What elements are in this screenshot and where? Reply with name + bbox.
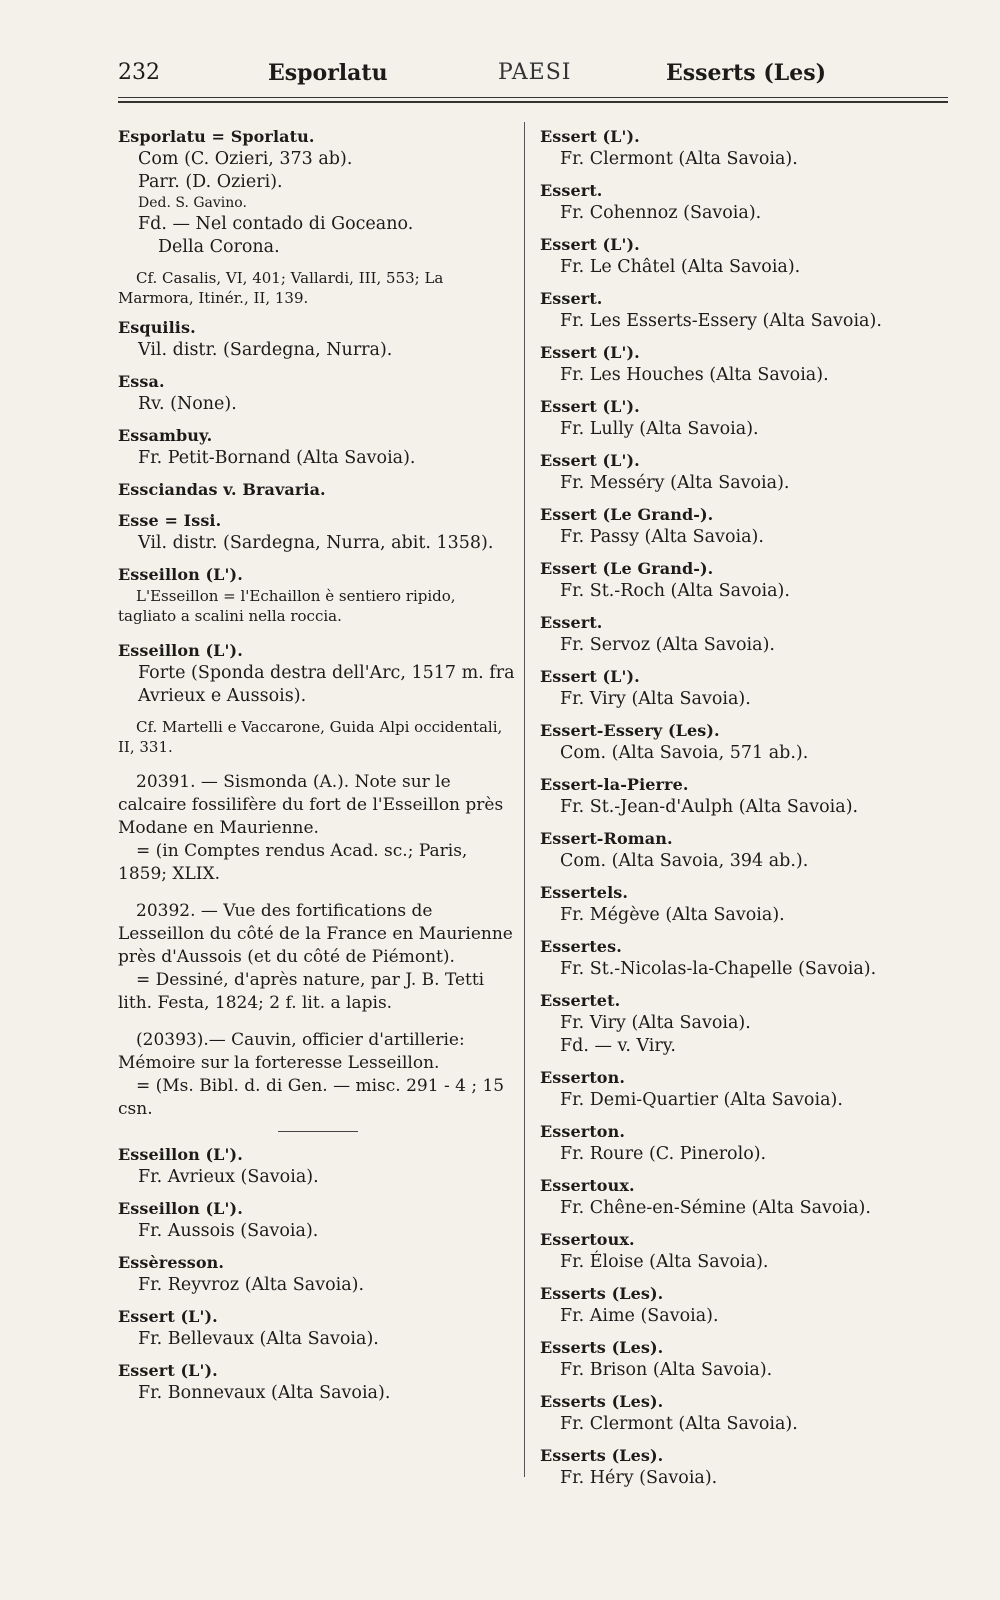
- entry: [540, 396, 948, 441]
- entry-heading: Esserton.: [540, 1068, 625, 1087]
- entry-heading: Essert.: [540, 289, 603, 308]
- entry: [118, 1360, 518, 1405]
- entry-line: Fr. St.-Roch (Alta Savoia).: [560, 581, 790, 601]
- header-rule: [118, 97, 948, 98]
- entry-heading: Essertoux.: [540, 1176, 635, 1195]
- entry-line: Fr. Roure (C. Pinerolo).: [560, 1144, 767, 1164]
- entry: [118, 371, 518, 416]
- entry-heading: Esseillon (L').: [118, 1199, 243, 1218]
- header-rule-thick: [118, 101, 948, 103]
- entry: [118, 1198, 518, 1243]
- entry-line: Fr. Chêne-en-Sémine (Alta Savoia).: [560, 1198, 871, 1218]
- entry-heading: Esseillon (L').: [118, 641, 243, 660]
- entry-line: Della Corona.: [158, 237, 280, 257]
- entry-heading: Essambuy.: [118, 426, 213, 445]
- left-column: [118, 126, 518, 1405]
- bibliography-record: 20392. — Vue des fortifications de Lesseillon du côté de la France en Maurienne près d'Aussois (et du côté de Piémont).: [118, 901, 513, 967]
- entry-heading: Esseillon (L').: [118, 565, 243, 584]
- entry-line: Fr. Aussois (Savoia).: [138, 1221, 319, 1241]
- entry: [540, 936, 948, 981]
- entry: [540, 558, 948, 603]
- entry-line: Fd. — v. Viry.: [560, 1036, 676, 1056]
- entry-heading: Esserts (Les).: [540, 1446, 664, 1465]
- entry: [540, 720, 948, 765]
- entry-heading: Essèresson.: [118, 1253, 224, 1272]
- entry: [540, 1121, 948, 1166]
- entry-heading: Essert (L').: [540, 397, 640, 416]
- entry: [540, 1337, 948, 1382]
- entry: [540, 1445, 948, 1490]
- entry-heading: Essert.: [540, 181, 603, 200]
- entry: [540, 828, 948, 873]
- entry-heading: Essert (L').: [540, 451, 640, 470]
- entry-line: Fr. Bellevaux (Alta Savoia).: [138, 1329, 379, 1349]
- entry-heading: Esse = Issi.: [118, 511, 222, 530]
- entry-line: Fr. Mégève (Alta Savoia).: [560, 905, 785, 925]
- header-right-term: Esserts (Les): [666, 60, 827, 86]
- entry: [118, 1144, 518, 1189]
- entry: [118, 640, 518, 757]
- entry-note: Cf. Martelli e Vaccarone, Guida Alpi occidentali, II, 331.: [118, 718, 503, 756]
- bibliography-source: = Dessiné, d'après nature, par J. B. Tetti lith. Festa, 1824; 2 f. lit. a lapis.: [118, 970, 485, 1013]
- entry-heading: Essertes.: [540, 937, 622, 956]
- entry-heading: Essertet.: [540, 991, 621, 1010]
- entry-line: Fr. Avrieux (Savoia).: [138, 1167, 319, 1187]
- entry-line: Fr. Petit-Bornand (Alta Savoia).: [138, 448, 416, 468]
- entry-heading: Essa.: [118, 372, 165, 391]
- entry: [540, 1229, 948, 1274]
- bibliography-source: = (in Comptes rendus Acad. sc.; Paris, 1859; XLIX.: [118, 841, 468, 884]
- entry-line: Com. (Alta Savoia, 394 ab.).: [560, 851, 809, 871]
- entry-line: Fr. Viry (Alta Savoia).: [560, 689, 751, 709]
- entry-line: Fr. Servoz (Alta Savoia).: [560, 635, 775, 655]
- entry: [118, 1306, 518, 1351]
- entry-heading: Essert (L').: [540, 343, 640, 362]
- entry: [540, 450, 948, 495]
- entry-line: Fr. Demi-Quartier (Alta Savoia).: [560, 1090, 843, 1110]
- entry-line: Fr. Clermont (Alta Savoia).: [560, 149, 798, 169]
- entry-heading: Esseillon (L').: [118, 1145, 243, 1164]
- page-number: 232: [118, 60, 160, 85]
- right-column: [540, 126, 948, 1490]
- entry: [118, 479, 518, 501]
- entry-line: Ded. S. Gavino.: [138, 195, 247, 211]
- entry: [540, 1175, 948, 1220]
- page-header: [118, 58, 948, 94]
- entry-line: Vil. distr. (Sardegna, Nurra).: [138, 340, 393, 360]
- entry-heading: Essert (L').: [118, 1307, 218, 1326]
- entry-line: Fd. — Nel contado di Goceano.: [138, 214, 414, 234]
- entry-heading: Esserts (Les).: [540, 1284, 664, 1303]
- entry-heading: Esserts (Les).: [540, 1338, 664, 1357]
- entry: [540, 180, 948, 225]
- entry-heading: Essert-Essery (Les).: [540, 721, 720, 740]
- entry-line: Forte (Sponda destra dell'Arc, 1517 m. fra Avrieux e Aussois).: [138, 663, 515, 706]
- entry-line: Fr. Bonnevaux (Alta Savoia).: [138, 1383, 391, 1403]
- entry-heading: Essertoux.: [540, 1230, 635, 1249]
- entry-note: L'Esseillon = l'Echaillon è sentiero ripido, tagliato a scalini nella roccia.: [118, 587, 456, 625]
- entry-heading: Essert (Le Grand-).: [540, 505, 714, 524]
- entry: [540, 990, 948, 1058]
- entry-heading: Essert-Roman.: [540, 829, 673, 848]
- entry-line: Com. (Alta Savoia, 571 ab.).: [560, 743, 809, 763]
- entry-heading: Essert (Le Grand-).: [540, 559, 714, 578]
- entry: [540, 1067, 948, 1112]
- entry: [540, 126, 948, 171]
- entry-line: Fr. Éloise (Alta Savoia).: [560, 1252, 769, 1272]
- bibliography-record: (20393).— Cauvin, officier d'artillerie: Mémoire sur la forteresse Lesseillon.: [118, 1030, 465, 1073]
- entry: [540, 234, 948, 279]
- entry: [540, 342, 948, 387]
- entry: [540, 504, 948, 549]
- entry: [118, 510, 518, 555]
- entry-line: Fr. Aime (Savoia).: [560, 1306, 719, 1326]
- entry-line: Fr. Le Châtel (Alta Savoia).: [560, 257, 801, 277]
- entry-line: Fr. Lully (Alta Savoia).: [560, 419, 759, 439]
- entry-heading: Essciandas v. Bravaria.: [118, 480, 326, 499]
- entry-line: Fr. Passy (Alta Savoia).: [560, 527, 764, 547]
- entry-line: Fr. Clermont (Alta Savoia).: [560, 1414, 798, 1434]
- entry-note: Cf. Casalis, VI, 401; Vallardi, III, 553; La Marmora, Itinér., II, 139.: [118, 269, 444, 307]
- entry-heading: Essert (L').: [540, 235, 640, 254]
- entry-line: Parr. (D. Ozieri).: [138, 172, 283, 192]
- entry-line: Fr. Reyvroz (Alta Savoia).: [138, 1275, 365, 1295]
- header-left-term: Esporlatu: [268, 60, 388, 86]
- entry: [540, 288, 948, 333]
- entry: [540, 774, 948, 819]
- entry: [540, 666, 948, 711]
- entry-heading: Essert (L').: [540, 667, 640, 686]
- section-separator: [278, 1131, 358, 1132]
- entry-line: Fr. Messéry (Alta Savoia).: [560, 473, 790, 493]
- bibliography-record: 20391. — Sismonda (A.). Note sur le calcaire fossilifère du fort de l'Esseillon près Modane en Maurienne.: [118, 772, 504, 838]
- entry: [540, 1391, 948, 1436]
- entry-line: Fr. Les Houches (Alta Savoia).: [560, 365, 829, 385]
- entry-line: Fr. Viry (Alta Savoia).: [560, 1013, 751, 1033]
- entry-heading: Essert (L').: [118, 1361, 218, 1380]
- entry: [118, 1252, 518, 1297]
- entry-line: Fr. Héry (Savoia).: [560, 1468, 718, 1488]
- entry-heading: Esserts (Les).: [540, 1392, 664, 1411]
- entry: [118, 317, 518, 362]
- entry-heading: Essert-la-Pierre.: [540, 775, 689, 794]
- bibliography-source: = (Ms. Bibl. d. di Gen. — misc. 291 - 4 ; 15 csn.: [118, 1076, 505, 1119]
- entry-line: Rv. (None).: [138, 394, 237, 414]
- entry: [540, 1283, 948, 1328]
- entry-line: Fr. St.-Nicolas-la-Chapelle (Savoia).: [560, 959, 877, 979]
- entry-line: Com (C. Ozieri, 373 ab).: [138, 149, 353, 169]
- entry-line: Fr. St.-Jean-d'Aulph (Alta Savoia).: [560, 797, 859, 817]
- entry-line: Fr. Brison (Alta Savoia).: [560, 1360, 773, 1380]
- entry-line: Fr. Cohennoz (Savoia).: [560, 203, 762, 223]
- entry-heading: Esquilis.: [118, 318, 196, 337]
- header-section-title: PAESI: [498, 60, 572, 85]
- entry-heading: Esserton.: [540, 1122, 625, 1141]
- entry: [540, 882, 948, 927]
- entry-line: Vil. distr. (Sardegna, Nurra, abit. 1358).: [138, 533, 494, 553]
- entry-heading: Essert.: [540, 613, 603, 632]
- entry-line: Fr. Les Esserts-Essery (Alta Savoia).: [560, 311, 882, 331]
- entry-heading: Essertels.: [540, 883, 629, 902]
- entry-heading: Esporlatu = Sporlatu.: [118, 127, 315, 146]
- column-divider: [524, 122, 525, 1477]
- entry: [540, 612, 948, 657]
- entry: [118, 425, 518, 470]
- entry: [118, 564, 518, 626]
- entry-heading: Essert (L').: [540, 127, 640, 146]
- entry: [118, 126, 518, 308]
